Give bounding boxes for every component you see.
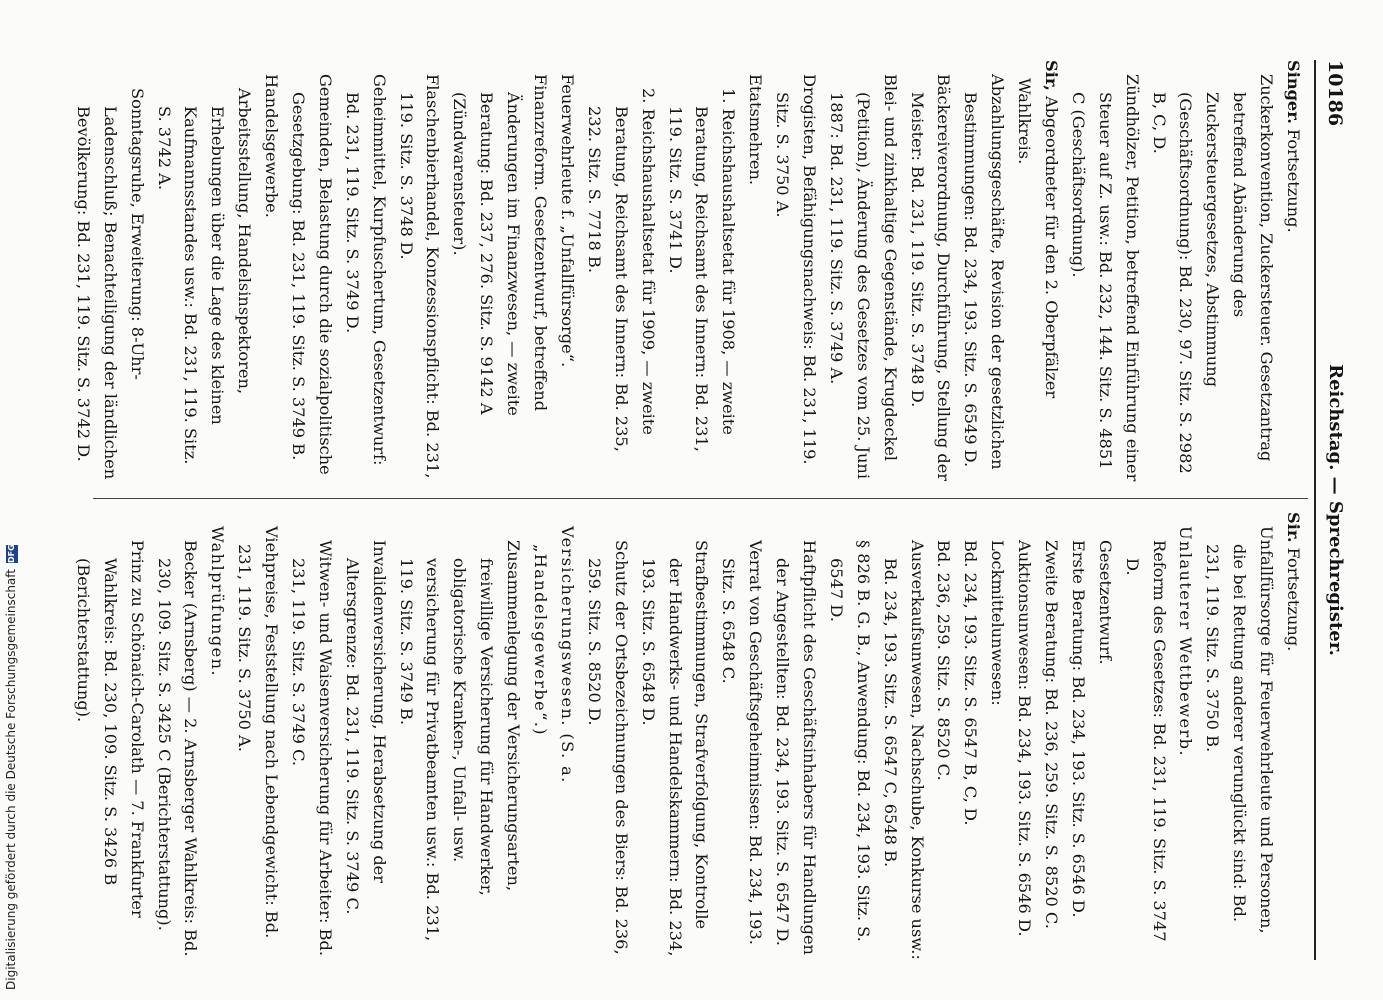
register-entry [230,512,284,960]
register-entry [257,60,284,485]
entry-text: Unfallfürsorge für Feuerwehrleute und Personen, die bei Rettung anderer verunglückt sind: Bd. 231, 119. Sitz. S. 3750 B. [1203,526,1277,934]
entry-text: Auktionsunwesen: Bd. 234, 193. Sitz. S. 6546 D. [1015,540,1035,937]
subject-heading: Versicherungswesen. (S. a. „Handelsgewerbe“.) [531,526,577,784]
entry-text: Ausverkaufsunwesen, Nachschube, Konkurse usw.: Bd. 234, 193. Sitz. S. 6547 C, 6548 B. [880,540,927,960]
register-entry [580,512,634,960]
register-entry [392,60,446,485]
register-entry [634,512,715,960]
left-column [66,60,1306,485]
register-entry [284,512,338,960]
entry-text: Viehpreise, Feststellung nach Lebendgewicht: Bd. 231, 119. Sitz. S. 3750 A. [235,526,282,939]
register-entry [526,512,580,960]
entry-text: Bd. 236, 259. Sitz. S. 8520 C. [934,540,954,781]
register-entry [768,512,822,960]
entry-text: Lockmittelunwesen: [988,540,1008,706]
subject-heading: Wahlprüfungen. [208,526,228,677]
entry-text: Fortsetzung. [1284,542,1303,652]
register-entry [822,60,903,485]
entry-text: Erste Beratung: Bd. 234, 193. Sitz. S. 6546 D. [1068,540,1088,918]
heading-rule [1314,60,1316,960]
entry-text: Becker (Arnsberg) — 2. Arnsberger Wahlkreis: Bd. 230, 109. Sitz. S. 3425 C (Berichterstattung). [154,540,201,957]
credit-text: Digitalisierung gefördert durch die Deutsche Forschungsgemeinschaft [4,568,18,990]
register-entry [714,512,768,960]
register-entry [956,60,1010,485]
register-entry [1037,512,1064,960]
register-entry [553,60,580,485]
register-entry [1091,512,1118,960]
entry-text: Witwen- und Waisenversicherung für Arbeiter: Bd. 231, 119. Sitz. S. 3749 C. [289,540,335,957]
entry-text: Bd. 234, 193. Sitz. S. 6547 B, C, D. [961,540,981,826]
register-entry [338,512,392,960]
entry-text: Strafbestimmungen, Strafverfolgung, Kontrolle der Handwerks- und Handelskammern: Bd. 234, 193. Sitz. S. 6548 D. [638,540,712,957]
entry-text: Gemeinden, Belastung durch die sozialpolitische Gesetzgebung: Bd. 231, 119. Sitz. S. 3749 B. [289,74,335,475]
entry-text: Zweite Beratung: Bd. 236, 259. Sitz. S. 8520 C. [1041,540,1061,929]
register-entry [983,512,1010,960]
column-divider [93,498,1308,499]
entry-text: Prinz zu Schönaich-Carolath — 7. Frankfurter Wahlkreis: Bd. 230, 109. Sitz. S. 3426 B (Berichterstattung). [73,540,147,918]
entry-text: Schutz der Ortsbezeichnungen des Biers: Bd. 236, 259. Sitz. S. 8520 D. [584,540,631,955]
entry-text: 2. Reichshaushaltsetat für 1909, — zweite Beratung, Reichsamt des Innern: Bd. 235, 232. Sitz. S. 7718 B. [584,88,658,452]
register-entry [284,60,338,485]
register-entry [66,60,69,485]
register-entry [1145,60,1279,485]
register-entry [822,512,876,960]
entry-text: Handelsgewerbe. [262,74,282,218]
entry-text: Sonntagsruhe, Erweiterung: 8-Uhr-Ladenschluß; Benachteiligung der ländlichen Bevölkerung: Bd. 231, 119. Sitz. S. 3742 D. [73,88,147,480]
speaker-name: Sir. [1284,512,1303,543]
register-entry [1064,512,1091,960]
register-page [56,60,1346,960]
entry-text: 1. Reichshaushaltsetat für 1908, — zweite Beratung, Reichsamt des Innern: Bd. 231, 119. Sitz. S. 3741 D. [665,88,739,452]
register-entry [150,60,258,485]
register-entry [446,60,554,485]
speaker-name: Sir, [1041,60,1061,91]
entry-text: Flaschenbierhandel, Konzessionspflicht: Bd. 231, 119. Sitz. S. 3748 D. [396,74,443,479]
register-entry [1279,60,1306,485]
register-entry [69,512,150,960]
entry-text: Finanzreform. Gesetzentwurf, betreffend Änderungen im Finanzwesen, — zweite Beratung: Bd. 237, 276. Sitz. S. 9142 A (Zündwarensteuer). [450,74,551,416]
entry-text: Verrat von Geschäftsgeheimnissen: Bd. 234, 193. Sitz. S. 6548 C. [719,540,766,945]
register-entry [66,512,69,960]
register-entry [150,512,204,960]
entry-text: Zuckerkonvention, Zuckersteuer. Gesetzantrag betreffend Abänderung des Zuckersteuergesetzes, Abstimmung (Geschäftsordnung): Bd. 230, 97. Sitz. S. 2982 B, C, D. [1149,74,1277,474]
entry-text: § 826 B. G. B., Anwendung: Bd. 234, 193. Sitz. S. 6547 D. [826,540,873,942]
entry-text: Etatsmehren. [746,74,766,186]
entry-text: Geheimmittel, Kurpfuschertum, Gesetzentwurf: Bd. 231, 119. Sitz. S. 3749 D. [342,74,389,466]
register-entry [1198,512,1279,960]
register-entry [1064,60,1145,485]
entry-text: Feuerwehrleute f. „Unfallfürsorge“. [557,74,577,368]
entry-text: Bäckereiverordnung, Durchführung, Stellung der Meister: Bd. 231, 119. Sitz. S. 3748 D. [907,74,954,482]
digitization-credit [4,545,18,990]
entry-text: Zündhölzer, Petition, betreffend Einführung einer Steuer auf Z. usw.: Bd. 232, 144. Sitz. S. 4851 C (Geschäftsordnung). [1068,74,1142,482]
register-entry [768,60,822,485]
entry-text: Zusammenlegung der Versicherungsarten, freiwillige Versicherung für Handwerker, obligatorische Kranken-, Unfall- usw. versicherung für Privatbeamten usw.: Bd. 231, 119. Sitz. S. 3749 B. [396,540,524,942]
register-entry [1172,512,1199,960]
subject-heading: Unlauterer Wettbewerb. [1176,526,1196,757]
dfg-logo: DFG [6,544,16,563]
entry-text: Reform des Gesetzes: Bd. 231, 119. Sitz. S. 3747 D. [1122,540,1169,942]
entry-text: Haftpflicht des Geschäftsinhabers für Handlungen der Angestellten: Bd. 234, 193. Sitz. S. 6547 D. [773,540,819,955]
register-entry [338,60,392,485]
register-entry [1118,512,1172,960]
register-entry [1010,60,1064,485]
entry-text: Abzahlungsgeschäfte, Revision der gesetzlichen Bestimmungen: Bd. 234, 193. Sitz. S. 6549 D. [961,74,1008,470]
entry-text: Abgeordneter für den 2. Oberpfälzer Wahlkreis. [1015,78,1061,399]
register-entry [903,60,957,485]
register-entry [930,512,957,960]
register-entry [876,512,930,960]
register-entry [580,60,661,485]
entry-text: Gesetzentwurf. [1095,540,1115,665]
page-heading: Reichstag. — Sprechregister. [1325,364,1346,656]
register-entry [956,512,983,960]
register-entry [1010,512,1037,960]
page-number: 10186 [1324,60,1346,127]
register-entry [1279,512,1306,960]
register-entry [203,512,230,960]
entry-text: Fortsetzung. [1284,123,1303,233]
register-entry [661,60,742,485]
register-entry [69,60,150,485]
register-entry [392,512,526,960]
entry-text: Invalidenversicherung, Herabsetzung der Altersgrenze: Bd. 231, 119. Sitz. S. 3749 C. [342,540,389,915]
right-column [66,512,1306,960]
running-head [1320,60,1346,960]
register-entry [741,60,768,485]
entry-text: Arbeitsstellung, Handelsinspektoren, Erhebungen über die Lage des kleinen Kaufmannsstandes usw.: Bd. 231, 119. Sitz. S. 3742 A. [154,88,255,465]
entry-text: Blei- und zinkhaltige Gegenstände, Krugdeckel (Petition), Änderung des Gesetzes vom 25. Juni 1887: Bd. 231, 119. Sitz. S. 3749 A. [826,74,900,480]
speaker-name: Singer. [1284,60,1303,124]
entry-text: Drogisten, Befähigungsnachweis: Bd. 231, 119. Sitz. S. 3750 A. [773,74,819,465]
